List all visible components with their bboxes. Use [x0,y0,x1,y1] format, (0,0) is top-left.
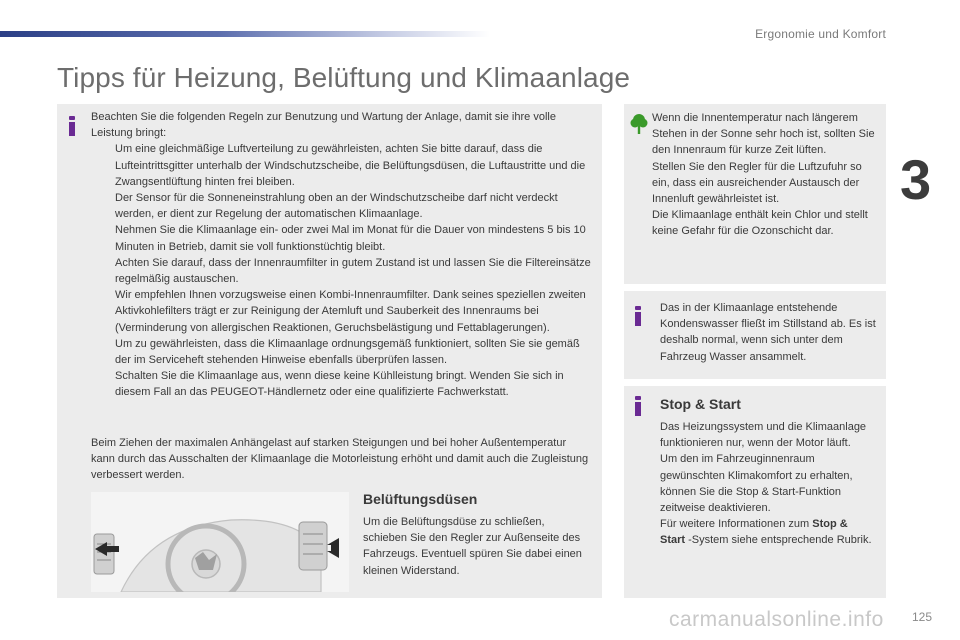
intro-text: Beachten Sie die folgenden Regeln zur Benutzung und Wartung der Anlage, damit sie ihre volle Leistung bringt: [91,111,556,140]
stop-start-heading: Stop & Start [660,396,741,412]
condensate-text: Das in der Klimaanlage entstehende Kondenswasser fließt im Stillstand ab. Es ist deshalb normal, wenn sich unter dem Fahrzeug Wasser ansammelt. [660,302,876,363]
header-bar [0,31,490,37]
eco-text-1: Wenn die Innentemperatur nach längerem Stehen in der Sonne sehr hoch ist, sollten Sie den Innenraum für kurze Zeit lüften. [652,112,875,157]
watermark: carmanualsonline.info [669,608,884,631]
hand-pointer-icon [91,336,115,368]
vent-illustration [91,492,349,592]
main-text [91,109,591,401]
bullet-text: Achten Sie darauf, dass der Innenraumfilter in gutem Zustand ist und lassen Sie die Filtereinsätze regelmäßig austauschen. [115,256,591,286]
eco-tip-text [652,110,882,240]
bullet-text: Nehmen Sie die Klimaanlage ein- oder zwei Mal im Monat für die Dauer von mindestens 5 bis 10 Minuten in Betrieb, damit sie voll funktionstüchtig bleibt. [115,224,586,253]
bullet-text: Um zu gewährleisten, dass die Klimaanlage ordnungsgemäß funktioniert, sollten Sie sie gemäß der im Serviceheft stehenden Hinweise ebenfalls überprüfen lassen. [115,337,580,367]
hand-pointer-icon [91,190,115,222]
hand-pointer-icon [91,222,115,254]
hand-pointer-icon [91,368,115,400]
list-item [91,141,591,190]
list-item [91,222,591,254]
bullet-text: Schalten Sie die Klimaanlage aus, wenn diese keine Kühlleistung bringt. Wenden Sie sich in diesem Fall an das PEUGEOT-Händlernetz oder eine qualifizierte Fachwerkstatt. [115,370,564,399]
vent-text: Um die Belüftungsdüse zu schließen, schieben Sie den Regler zur Außenseite des Fahrzeugs. Eventuell spüren Sie dabei einen kleinen Widerstand. [363,516,582,577]
filter-note: Wir empfehlen Ihnen vorzugsweise einen Kombi-Innenraumfilter. Dank seines speziellen zweiten Aktivkohlefilters trägt er zur Reinigung der Atemluft und Sauberkeit des Innenraums bei (Verminderung von allergischen Reaktionen, Geruchsbelästigung und Fettablagerungen). [115,289,586,334]
chapter-number: 3 [900,148,932,211]
page-number: 125 [912,610,933,624]
vent-heading: Belüftungsdüsen [363,491,478,507]
page-title: Tipps für Heizung, Belüftung und Klimaanlage [57,62,631,93]
list-item [91,368,591,400]
eco-text-2: Stellen Sie den Regler für die Luftzufuhr so ein, dass ein ausreichender Austausch der Innenluft gewährleistet ist. [652,160,862,206]
eco-text-3: Die Klimaanlage enthält kein Chlor und stellt keine Gefahr für die Ozonschicht dar. [652,209,868,238]
hand-pointer-icon [91,255,115,336]
tree-icon [630,113,648,135]
list-item [91,255,591,336]
bullet-text: Um eine gleichmäßige Luftverteilung zu gewährleisten, achten Sie bitte darauf, dass die Lufteintrittsgitter unterhalb der Windschutzscheibe, die Belüftungsdüsen, die Luftaustritte und die Zwangsentlüftung hinten frei bleiben. [115,143,586,188]
list-item [91,336,591,368]
ss-text-3: Für weitere Informationen zum Stop & Start -System siehe entsprechende Rubrik. [660,518,872,547]
section-label: Ergonomie und Komfort [755,27,886,41]
trailer-note: Beim Ziehen der maximalen Anhängelast auf starken Steigungen und bei hoher Außentemperatur kann durch das Ausschalten der Klimaanlage die Motorleistung erhöht und damit auch die Zugleistung verbessert werden. [91,437,589,482]
stop-start-text [660,419,882,549]
hand-pointer-icon [91,141,115,190]
ss-text-1: Das Heizungssystem und die Klimaanlage funktionieren nur, wenn der Motor läuft. [660,421,867,450]
list-item [91,190,591,222]
ss-text-2: Um den im Fahrzeuginnenraum gewünschten Klimakomfort zu erhalten, können Sie die Stop & Start-Funktion zeitweise deaktivieren. [660,453,853,515]
bullet-text: Der Sensor für die Sonneneinstrahlung oben an der Windschutzscheibe darf nicht verdeckt werden, er dient zur Regelung der automatischen Klimaanlage. [115,192,558,221]
